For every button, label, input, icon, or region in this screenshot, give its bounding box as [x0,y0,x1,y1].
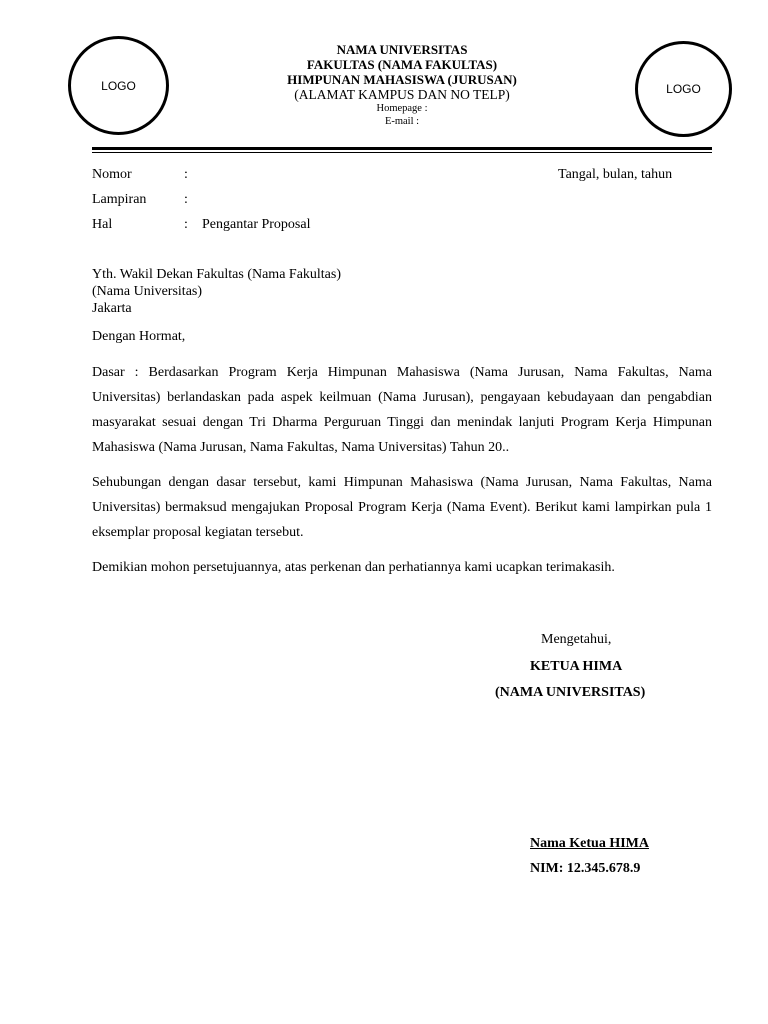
campus-address: (ALAMAT KAMPUS DAN NO TELP) [294,87,510,102]
signer-organization: (NAMA UNIVERSITAS) [495,685,646,700]
letter-date: Tangal, bulan, tahun [558,167,673,182]
letter-meta [92,166,692,241]
meta-row-nomor [92,166,692,191]
email-line: E-mail : [384,116,420,127]
logo-placeholder-right [635,41,732,137]
addressee-block [92,266,341,317]
addressee-line-2: (Nama Universitas) [92,284,203,299]
addressee-line-1: Yth. Wakil Dekan Fakultas (Nama Fakultas) [92,267,342,282]
letterhead-divider-thin [92,152,712,153]
signer-title: KETUA HIMA [530,659,623,674]
body-paragraph-1: Dasar : Berdasarkan Program Kerja Himpunan Mahasiswa (Nama Jurusan, Nama Fakultas, Nama Universitas) berlandaskan pada aspek keilmuan (Nama Jurusan), pengayaan kebudayaan dan pengabdian masyarakat sesuai dengan Tri Dharma Perguruan Tinggi dan menindak lanjuti Program Kerja Himpunan Mahasiswa (Nama Jurusan, Nama Fakultas, Nama Universitas) Tahun 20.. [92,365,712,455]
signer-name: Nama Ketua HIMA [530,836,649,851]
nomor-colon: : [184,167,188,182]
meta-row-hal [92,216,692,241]
body-paragraph-3: Demikian mohon persetujuannya, atas perkenan dan perhatiannya kami ucapkan terimakasih. [92,560,615,575]
hal-value: Pengantar Proposal [202,217,311,232]
logo-label-left: LOGO [101,78,136,93]
nomor-label: Nomor [92,167,132,182]
acknowledged-label: Mengetahui, [541,632,612,647]
logo-label-right: LOGO [666,82,701,96]
meta-row-lampiran [92,191,692,216]
faculty-name: FAKULTAS (NAMA FAKULTAS) [306,57,498,72]
letterhead-divider-thick [92,147,712,150]
letterhead [200,42,604,128]
addressee-line-3: Jakarta [92,301,132,316]
lampiran-label: Lampiran [92,192,147,207]
student-association-name: HIMPUNAN MAHASISWA (JURUSAN) [287,72,517,87]
logo-placeholder-left [68,36,169,135]
body-paragraph-2: Sehubungan dengan dasar tersebut, kami Himpunan Mahasiswa (Nama Jurusan, Nama Fakultas, Nama Universitas) bermaksud mengajukan Proposal Program Kerja (Nama Event). Berikut kami lampirkan pula 1 eksemplar proposal kegiatan tersebut. [92,475,712,540]
hal-label: Hal [92,217,113,232]
university-name: NAMA UNIVERSITAS [336,42,468,57]
homepage-line: Homepage : [376,103,428,114]
lampiran-colon: : [184,192,188,207]
signer-nim: NIM: 12.345.678.9 [530,861,641,876]
greeting: Dengan Hormat, [92,329,186,344]
hal-colon: : [184,217,188,232]
